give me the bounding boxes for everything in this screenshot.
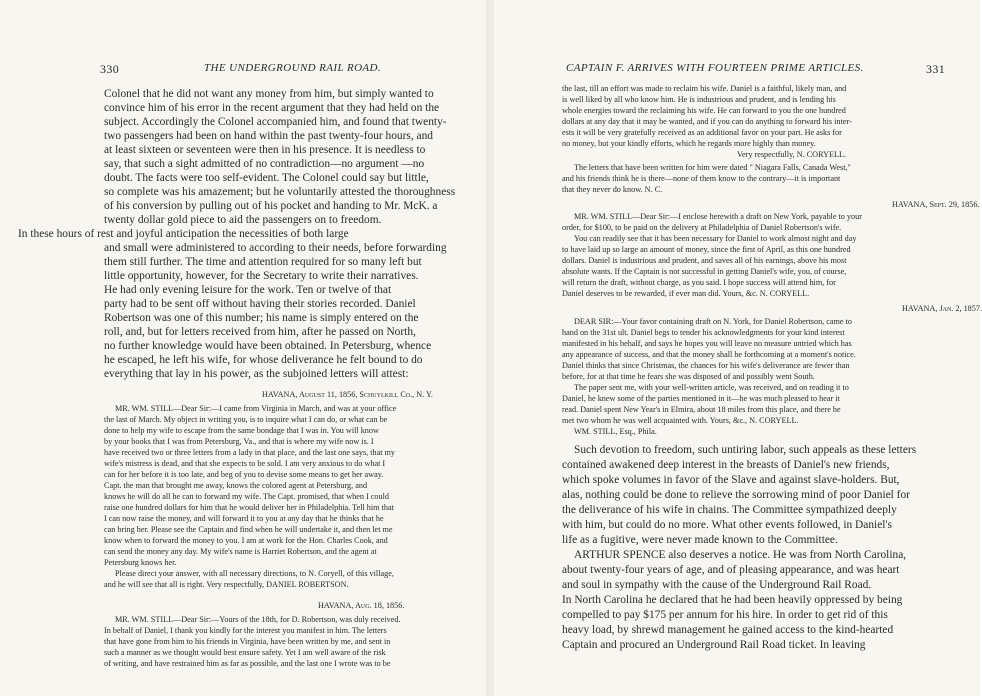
letter-text-line: MR. WM. STILL—Dear Sir:—Yours of the 18th, for D. Robertson, was duly received. bbox=[115, 615, 401, 624]
letter-text-line: read. Daniel spent New Year's in Elmira, about 18 miles from this place, and there he bbox=[562, 405, 841, 414]
letter-text-line: You can readily see that it has been necessary for Daniel to work almost night and day bbox=[574, 234, 857, 243]
letter-text-line: that have gone from him to his friends in Virginia, have been written by me, and sent in bbox=[104, 637, 391, 646]
letter-text-line: no money, but your kindly efforts, which he regards more highly than money. bbox=[562, 139, 816, 148]
body-text-line: contained awakened deep interest in the breasts of Daniel's new friends, bbox=[562, 459, 890, 471]
body-text-line: twenty dollar gold piece to aid the passengers on to freedom. bbox=[104, 214, 382, 226]
book-gutter bbox=[486, 0, 494, 696]
body-text-line: subject. Accordingly the Colonel accompanied him, and found that twenty- bbox=[104, 116, 447, 128]
letter-text-line: that they never do know. N. C. bbox=[562, 185, 663, 194]
letter-text-line: I can now raise the money, and will forward it to you at any day that he thinks that he bbox=[104, 514, 384, 523]
body-text-line: heavy load, by shrewd management he gained access to the kind-hearted bbox=[562, 624, 894, 636]
letter-text-line: and his friends think he is there—none of them know to the contrary—it is important bbox=[562, 174, 841, 183]
body-text-line: Colonel that he did not want any money from him, but simply wanted to bbox=[104, 88, 434, 100]
body-text-line: He had only evening leisure for the work. Ten or twelve of that bbox=[104, 284, 392, 296]
letter-text-line: WM. STILL, Esq., Phila. bbox=[574, 427, 657, 436]
body-text-line: Captain and procured an Underground Rail Road ticket. In leaving bbox=[562, 639, 866, 651]
body-text-line: with him, but could do no more. What other events followed, in Daniel's bbox=[562, 519, 892, 531]
body-text-line: Such devotion to freedom, such untiring labor, such appeals as these letters bbox=[574, 444, 917, 456]
letter-text-line: can bring her. Please see the Captain and find when he will undertake it, and then let me bbox=[104, 525, 393, 534]
body-text-line: doubt. The facts were too self-evident. The Colonel could say but little, bbox=[104, 172, 429, 184]
letter-text-line: dollars at any day that it may be wanted, and if you can do anything to forward his inter- bbox=[562, 117, 852, 126]
letter-text-line: dollars. Daniel is industrious and prudent, and saves all of his earnings, above his most bbox=[562, 256, 847, 265]
body-text-line: two passengers had been on hand within the past twenty-four hours, and bbox=[104, 130, 433, 142]
letter-text-line: can for her before it is too late, and beg of you to devise some means to get her away. bbox=[104, 470, 384, 479]
letter-text-line: by your books that I was from Petersburg, Va., and that is where my wife now is. I bbox=[104, 437, 374, 446]
letter-text-line: hand on the 31st ult. Daniel begs to tender his acknowledgments for your kind interest bbox=[562, 328, 845, 337]
body-text-line: everything that lay in his power, as the subjoined letters will attest: bbox=[104, 368, 409, 380]
letter-text-line: MR. WM. STILL—Dear Sir:—I came from Virginia in March, and was at your office bbox=[115, 404, 397, 413]
letter-text-line: order, for $100, to be paid on the delivery at Philadelphia of Daniel Robertson's wife. bbox=[562, 223, 842, 232]
letter-text-line: raise one hundred dollars for him that he would deliver her in Philadelphia. Tell him that bbox=[104, 503, 394, 512]
letter-text-line: The letters that have been written for him were dated " Niagara Falls, Canada West," bbox=[574, 163, 851, 172]
body-text-line: In North Carolina he declared that he had been heavily oppressed by being bbox=[562, 594, 903, 606]
body-text-line: and small were administered to according to their needs, before forwarding bbox=[104, 242, 447, 254]
letter-text-line: of writing, and have restrained him as far as possible, and the last one I wrote was to be bbox=[104, 659, 391, 668]
body-text-line: which spoke volumes in favor of the Slave and against slave-holders. But, bbox=[562, 474, 900, 486]
letter-text-line: and he will see that all is right. Very respectfully, DANIEL ROBERTSON. bbox=[104, 580, 349, 589]
letter-text-line: In behalf of Daniel, I thank you kindly for the interest you manifest in him. The letters bbox=[104, 626, 387, 635]
letter-text-line: know when to forward the money to you. I am at work for the Hon. Charles Cook, and bbox=[104, 536, 388, 545]
letter-text-line: is well liked by all who know him. He is industrious and prudent, and is lending his bbox=[562, 95, 836, 104]
letter-text-line: Daniel, he knew some of the parties mentioned in it—he was much pleased to hear it bbox=[562, 394, 840, 403]
body-text-line: little opportunity, however, for the Secretary to write their narratives. bbox=[104, 270, 419, 282]
body-text-line: In these hours of rest and joyful anticipation the necessities of both large bbox=[18, 228, 349, 240]
letter-text-line: HAVANA, Jan. 2, 1857. bbox=[902, 304, 982, 313]
letter-text-line: Daniel thinks that since Christmas, the chances for his wife's deliverance are fewer than bbox=[562, 361, 850, 370]
letter-text-line: knows he will do all he can to forward my wife. The Capt. promised, that when I could bbox=[104, 492, 389, 501]
letter-text-line: have received two or three letters from a lady in that place, and the last one says, that my bbox=[104, 448, 396, 457]
letter-text-line: Daniel deserves to be rewarded, if ever man did. Yours, &c. N. CORYELL. bbox=[562, 289, 810, 298]
right-running-title: CAPTAIN F. ARRIVES WITH FOURTEEN PRIME ARTICLES. bbox=[566, 62, 864, 74]
body-text-line: Robertson was one of this number; his name is simply entered on the bbox=[104, 312, 419, 324]
letter-text-line: before, for at that time he fears she was disposed of and possibly went South. bbox=[562, 372, 815, 381]
right-page bbox=[494, 0, 980, 696]
letter-text-line: such a manner as we thought would best ensure safety. Yet I am well aware of the risk bbox=[104, 648, 386, 657]
body-text-line: at least sixteen or seventeen were then in his presence. It is needless to bbox=[104, 144, 426, 156]
body-text-line: of his conversion by pulling out of his pocket and handing to Mr. McK. a bbox=[104, 200, 438, 212]
letter-text-line: any appearance of success, and that the money shall be forthcoming at a moment's notice. bbox=[562, 350, 856, 359]
letter-text-line: the last, till an effort was made to reclaim his wife. Daniel is a faithful, likely man, and bbox=[562, 84, 847, 93]
letter-text-line: HAVANA, August 11, 1856, Schuylkill Co., N. Y. bbox=[262, 390, 433, 399]
letter-text-line: Petersburg knows her. bbox=[104, 558, 177, 567]
letter-text-line: the last of March. My object in writing you, is to inquire what I can do, or what can be bbox=[104, 415, 388, 424]
letter-text-line: Very respectfully, N. CORYELL. bbox=[737, 150, 847, 159]
letter-text-line: HAVANA, Sept. 29, 1856. bbox=[892, 200, 980, 209]
letter-text-line: absolute wants. If the Captain is not successful in getting Daniel's wife, you, of course, bbox=[562, 267, 847, 276]
body-text-line: alas, nothing could be done to relieve the sorrowing mind of poor Daniel for bbox=[562, 489, 910, 501]
body-text-line: he escaped, he left his wife, for whose deliverance he felt bound to do bbox=[104, 354, 423, 366]
body-text-line: about twenty-four years of age, and of pleasing appearance, and was heart bbox=[562, 564, 900, 576]
body-text-line: the deliverance of his wife in chains. The Committee sympathized deeply bbox=[562, 504, 897, 516]
body-text-line: so complete was his amazement; but he voluntarily attested the thoroughness bbox=[104, 186, 456, 198]
body-text-line: life as a fugitive, were never made known to the Committee. bbox=[562, 534, 838, 546]
letter-text-line: MR. WM. STILL—Dear Sir:—I enclose herewith a draft on New York, payable to your bbox=[574, 212, 862, 221]
letter-text-line: can send the money any day. My wife's name is Harriet Robertson, and the agent at bbox=[104, 547, 377, 556]
letter-text-line: whole energies toward the reclaiming his wife. He can forward to you the one hundred bbox=[562, 106, 846, 115]
letter-text-line: manifested in his behalf, and says he hopes you will leave no measure untried which has bbox=[562, 339, 852, 348]
body-text-line: and soul in sympathy with the cause of the Underground Rail Road. bbox=[562, 579, 872, 591]
body-text-line: compelled to pay $175 per annum for his hire. In order to get rid of this bbox=[562, 609, 888, 621]
letter-text-line: HAVANA, Aug. 18, 1856. bbox=[318, 601, 405, 610]
right-page-number: 331 bbox=[926, 62, 946, 76]
letter-text-line: wife's mistress is dead, and that she expects to be sold. I am very anxious to do what I bbox=[104, 459, 386, 468]
left-page-number: 330 bbox=[100, 62, 120, 76]
letter-text-line: will return the draft, without charge, as you said. I hope success will attend him, for bbox=[562, 278, 836, 287]
letter-text-line: ests it will be very gratefully received as an additional favor on your part. He asks for bbox=[562, 128, 842, 137]
body-text-line: say, that such a sight admitted of no contradiction—no argument —no bbox=[104, 158, 425, 170]
letter-text-line: DEAR SIR:—Your favor containing draft on N. York, for Daniel Robertson, came to bbox=[574, 317, 852, 326]
left-running-title: THE UNDERGROUND RAIL ROAD. bbox=[204, 62, 382, 74]
body-text-line: ARTHUR SPENCE also deserves a notice. He was from North Carolina, bbox=[574, 549, 907, 561]
left-page bbox=[0, 0, 486, 696]
body-text-line: party had to be sent off without having their stories recorded. Daniel bbox=[104, 298, 416, 310]
body-text-line: them still further. The time and attention required for so many left but bbox=[104, 256, 422, 268]
letter-text-line: Capt. the man that brought me away, knows the colored agent at Petersburg, and bbox=[104, 481, 368, 490]
letter-text-line: Please direct your answer, with all necessary directions, to N. Coryell, of this village, bbox=[115, 569, 394, 578]
letter-text-line: The paper sent me, with your well-written article, was received, and on reading it to bbox=[574, 383, 849, 392]
body-text-line: no further knowledge would have been obtained. In Petersburg, whence bbox=[104, 340, 432, 352]
body-text-line: roll, and, but for letters received from him, after he passed on North, bbox=[104, 326, 416, 338]
letter-text-line: done to help my wife to escape from the same bondage that I was in. You will know bbox=[104, 426, 379, 435]
letter-text-line: met two whom he was well acquainted with. Yours, &c., N. CORYELL. bbox=[562, 416, 799, 425]
body-text-line: convince him of his error in the recent argument that they had held on the bbox=[104, 102, 440, 114]
letter-text-line: to have laid up so large an amount of money, since the first of April, as this one hundred bbox=[562, 245, 851, 254]
